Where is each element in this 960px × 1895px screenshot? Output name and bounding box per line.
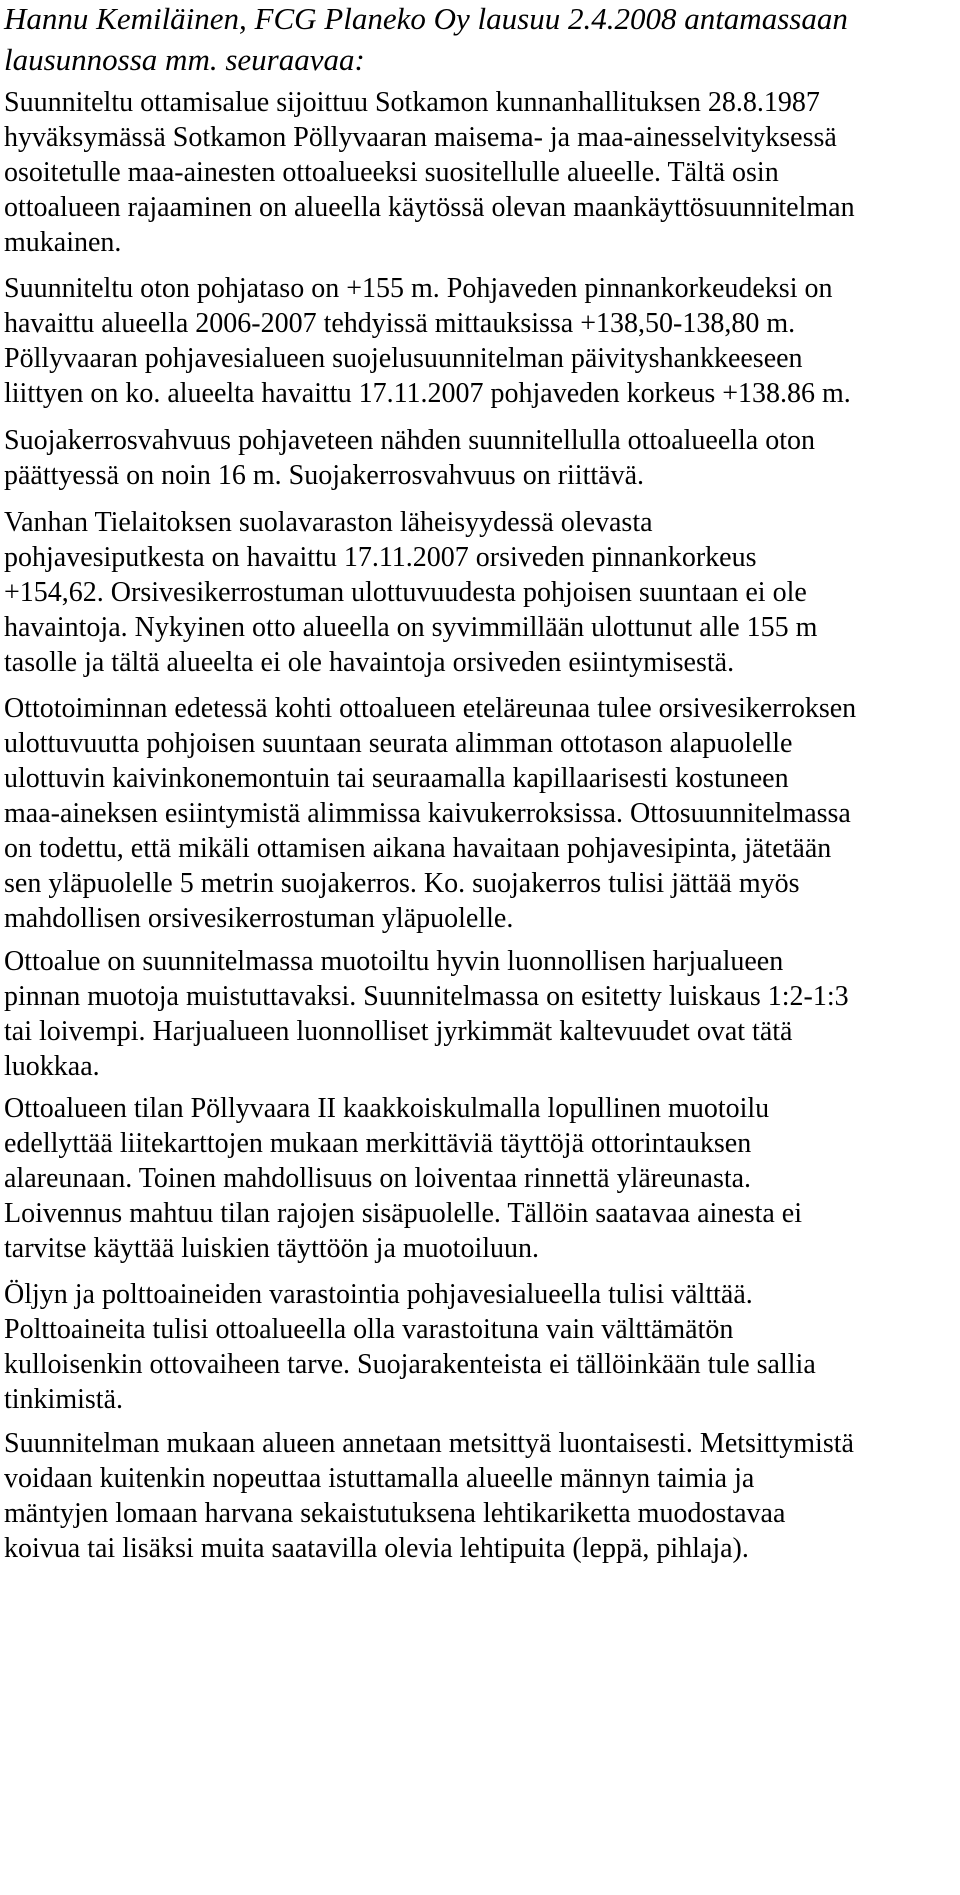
- paragraph-line: Ottoalue on suunnitelmassa muotoiltu hyvin luonnollisen harjualueen: [4, 946, 784, 977]
- paragraph-line: tarvitse käyttää luiskien täyttöön ja muotoiluun.: [4, 1233, 540, 1264]
- paragraph-1: [4, 85, 855, 260]
- paragraph-5: [4, 691, 856, 936]
- heading-line: lausunnossa mm. seuraavaa:: [4, 42, 365, 77]
- paragraph-line: pinnan muotoja muistuttavaksi. Suunnitelmassa on esitetty luiskaus 1:2-1:3: [4, 981, 849, 1012]
- paragraph-line: on todettu, että mikäli ottamisen aikana havaitaan pohjavesipinta, jätetään: [4, 833, 832, 864]
- paragraph-line: tinkimistä.: [4, 1384, 123, 1415]
- paragraph-line: Polttoaineita tulisi ottoalueella olla varastoituna vain välttämätön: [4, 1314, 734, 1345]
- paragraph-line: Ottotoiminnan edetessä kohti ottoalueen eteläreunaa tulee orsivesikerroksen: [4, 693, 857, 724]
- paragraph-line: liittyen on ko. alueelta havaittu 17.11.2007 pohjaveden korkeus +138.86 m.: [4, 378, 851, 409]
- paragraph-line: ulottuvin kaivinkonemontuin tai seuraamalla kapillaarisesti kostuneen: [4, 763, 789, 794]
- paragraph-line: Loivennus mahtuu tilan rajojen sisäpuolelle. Tällöin saatavaa ainesta ei: [4, 1198, 803, 1229]
- paragraph-line: edellyttää liitekarttojen mukaan merkittäviä täyttöjä ottorintauksen: [4, 1128, 752, 1159]
- paragraph-line: mäntyjen lomaan harvana sekaistutuksena lehtikariketta muodostavaa: [4, 1498, 786, 1529]
- paragraph-4: [4, 505, 817, 680]
- paragraph-line: havaittu alueella 2006-2007 tehdyissä mittauksissa +138,50-138,80 m.: [4, 308, 796, 339]
- paragraph-line: luokkaa.: [4, 1051, 100, 1082]
- heading-line: Hannu Kemiläinen, FCG Planeko Oy lausuu 2.4.2008 antamassaan: [4, 1, 848, 36]
- paragraph-line: kulloisenkin ottovaiheen tarve. Suojarakenteista ei tällöinkään tule sallia: [4, 1349, 816, 1380]
- paragraph-line: mahdollisen orsivesikerrostuman yläpuolelle.: [4, 903, 514, 934]
- paragraph-line: ulottuvuutta pohjoisen suuntaan seurata alimman ottotason alapuolelle: [4, 728, 793, 759]
- paragraph-line: voidaan kuitenkin nopeuttaa istuttamalla alueelle männyn taimia ja: [4, 1463, 755, 1494]
- paragraph-line: Vanhan Tielaitoksen suolavaraston läheisyydessä olevasta: [4, 507, 653, 538]
- paragraph-line: tai loivempi. Harjualueen luonnolliset jyrkimmät kaltevuudet ovat tätä: [4, 1016, 793, 1047]
- paragraph-2: [4, 271, 851, 411]
- paragraph-6: [4, 944, 849, 1084]
- paragraph-line: havaintoja. Nykyinen otto alueella on syvimmillään ulottunut alle 155 m: [4, 612, 818, 643]
- paragraph-7: [4, 1091, 802, 1266]
- paragraph-line: hyväksymässä Sotkamon Pöllyvaaran maisema- ja maa-ainesselvityksessä: [4, 122, 837, 153]
- paragraph-line: sen yläpuolelle 5 metrin suojakerros. Ko. suojakerros tulisi jättää myös: [4, 868, 800, 899]
- paragraph-line: koivua tai lisäksi muita saatavilla olevia lehtipuita (leppä, pihlaja).: [4, 1533, 749, 1564]
- paragraph-line: Öljyn ja polttoaineiden varastointia pohjavesialueella tulisi välttää.: [4, 1279, 753, 1310]
- paragraph-3: [4, 423, 815, 493]
- paragraph-line: Suunnitelman mukaan alueen annetaan metsittyä luontaisesti. Metsittymistä: [4, 1428, 854, 1459]
- paragraph-line: Suojakerrosvahvuus pohjaveteen nähden suunnitellulla ottoalueella oton: [4, 425, 816, 456]
- paragraph-line: ottoalueen rajaaminen on alueella käytössä olevan maankäyttösuunnitelman: [4, 192, 855, 223]
- paragraph-line: tasolle ja tältä alueelta ei ole havaintoja orsiveden esiintymisestä.: [4, 647, 735, 678]
- paragraph-line: osoitetulle maa-ainesten ottoalueeksi suositellulle alueelle. Tältä osin: [4, 157, 779, 188]
- paragraph-line: päättyessä on noin 16 m. Suojakerrosvahvuus on riittävä.: [4, 460, 644, 491]
- paragraph-line: Suunniteltu oton pohjataso on +155 m. Pohjaveden pinnankorkeudeksi on: [4, 273, 833, 304]
- paragraph-line: Suunniteltu ottamisalue sijoittuu Sotkamon kunnanhallituksen 28.8.1987: [4, 87, 820, 118]
- paragraph-8: [4, 1277, 816, 1417]
- paragraph-line: pohjavesiputkesta on havaittu 17.11.2007 orsiveden pinnankorkeus: [4, 542, 757, 573]
- paragraph-line: Pöllyvaaran pohjavesialueen suojelusuunnitelman päivityshankkeeseen: [4, 343, 803, 374]
- document-heading: [4, 0, 848, 80]
- paragraph-line: mukainen.: [4, 227, 122, 258]
- paragraph-9: [4, 1426, 854, 1566]
- paragraph-line: maa-aineksen esiintymistä alimmissa kaivukerroksissa. Ottosuunnitelmassa: [4, 798, 851, 829]
- paragraph-line: alareunaan. Toinen mahdollisuus on loiventaa rinnettä yläreunasta.: [4, 1163, 752, 1194]
- paragraph-line: Ottoalueen tilan Pöllyvaara II kaakkoiskulmalla lopullinen muotoilu: [4, 1093, 770, 1124]
- paragraph-line: +154,62. Orsivesikerrostuman ulottuvuudesta pohjoisen suuntaan ei ole: [4, 577, 807, 608]
